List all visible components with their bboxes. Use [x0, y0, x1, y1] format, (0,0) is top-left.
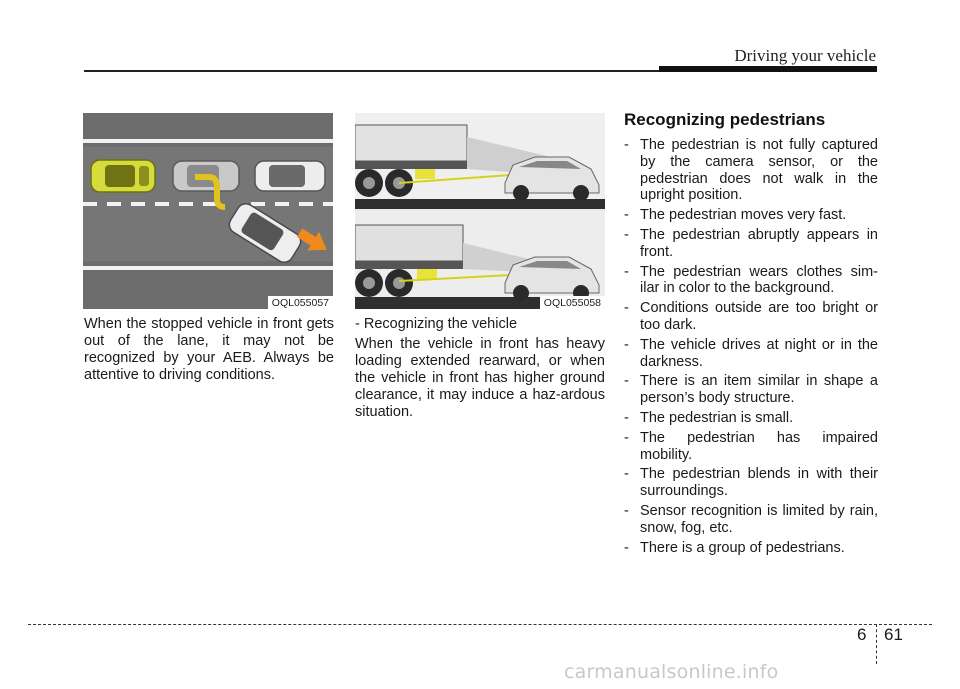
list-item: - The pedestrian abruptly appears in front.	[624, 226, 878, 260]
list-item: - The vehicle drives at night or in the darkness.	[624, 336, 878, 370]
list-item: - There is a group of pedestrians.	[624, 539, 845, 556]
list-item: - Sensor recognition is limited by rain, snow, fog, etc.	[624, 502, 878, 536]
header-rule-accent	[659, 66, 877, 72]
figure-truck-loading	[355, 113, 605, 309]
body-paragraph: When the vehicle in front has heavy loading extended rearward, or when the vehicle in front has higher ground clearance, it may induce a haz-ardous situation.	[355, 336, 605, 420]
truck-illustration	[355, 113, 605, 309]
condition-list	[624, 137, 878, 559]
figure-lane-change	[83, 113, 333, 309]
subheading: - Recognizing the vehicle	[355, 316, 518, 332]
list-item: - The pedestrian is small.	[624, 409, 794, 426]
list-item: - The pedestrian wears clothes sim-ilar in color to the background.	[624, 263, 878, 297]
list-item: - There is an item similar in shape a person’s body structure.	[624, 373, 878, 407]
watermark: carmanualsonline.info	[564, 661, 779, 683]
list-item: - The pedestrian moves very fast.	[624, 207, 847, 224]
lane-change-illustration	[83, 113, 333, 309]
figure-code: OQL055058	[540, 296, 605, 309]
page-number: 61	[884, 625, 903, 644]
header-title: Driving your vehicle	[734, 46, 876, 65]
front-car-white	[255, 161, 325, 191]
list-item: - The pedestrian is not fully captured by the camera sensor, or the pedestrian does not walk in the upright position.	[624, 137, 878, 204]
footer-rule	[28, 624, 932, 625]
section-heading: Recognizing pedestrians	[624, 110, 826, 129]
ego-car-yellow	[91, 160, 155, 192]
chapter-number: 6	[857, 625, 867, 644]
footer-divider	[876, 624, 877, 664]
figure-code: OQL055057	[268, 296, 333, 309]
body-paragraph: When the stopped vehicle in front gets out of the lane, it may not be recognized by your AEB. Always be attentive to driving conditions.	[84, 316, 334, 383]
list-item: - The pedestrian blends in with their surroundings.	[624, 466, 878, 500]
list-item: - Conditions outside are too bright or too dark.	[624, 300, 878, 333]
list-item: - The pedestrian has impaired mobility.	[624, 429, 878, 463]
